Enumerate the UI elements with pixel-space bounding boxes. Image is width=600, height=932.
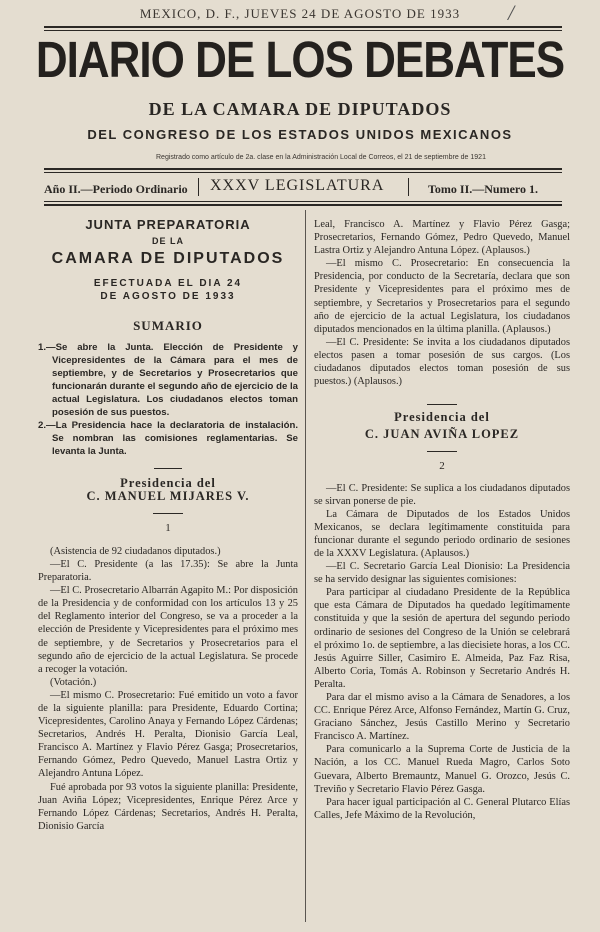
top-rule-thin [44, 30, 562, 31]
divider [427, 404, 457, 405]
paragraph: —El C. Secretario García Leal Dionisio: La Presidencia se ha servido designar las siguientes comisiones: [314, 561, 570, 586]
session-date: DE AGOSTO DE 1933 [100, 291, 236, 303]
paragraph: La Cámara de Diputados de los Estados Unidos Mexicanos, se declara legítimamente constituida para funcionar durante el segundo periodo ordinario de sesiones de la XXXV Legislatura. (Aplausos.) [314, 508, 570, 559]
left-column [38, 218, 298, 833]
edition-rule-bottom [44, 204, 562, 206]
registration-note: Registrado como artículo de 2a. clase en la Administración Local de Correos, el 21 de septiembre de 1921 [156, 154, 486, 161]
right-column [314, 218, 570, 822]
edition-rule-bottom-thin [44, 201, 562, 202]
column-divider [305, 210, 306, 922]
summary [38, 341, 298, 458]
section-title: CAMARA DE DIPUTADOS [51, 250, 285, 268]
paragraph: (Votación.) [50, 676, 97, 688]
edition-rule-top [44, 168, 562, 170]
section-title: DE LA [152, 236, 184, 247]
paragraph: Para comunicarlo a la Suprema Corte de Justicia de la Nación, a los CC. Manuel Rueda Magro, Carlos Soto Guevara, Alberto Bremauntz, Manuel G. Orozco, Jesús C. Treviño y Secretario Flavio Pérez Gasga. [314, 744, 570, 795]
paragraph: Para dar el mismo aviso a la Cámara de Senadores, a los CC. Enrique Pérez Arce, Alfonso Fernández, Martín G. Cruz, Graciano Sánchez, Jesús Castillo Merino y Secretario Francisco A. Martínez. [314, 692, 570, 743]
paragraph: —El mismo C. Prosecretario: En consecuencia la Presidencia, por conducto de la Secretaría, declara que son Presidente y Vicepresidentes para el próximo mes de septiembre, y Secretarios y Prosecretarios para el segundo año de ejercicio de la actual Legislatura, los ciudadanos diputados mencionados en la última planilla. (Aplausos.) [314, 258, 570, 335]
section-number: 1 [165, 521, 171, 534]
paragraph: Para hacer igual participación al C. General Plutarco Elías Calles, Jefe Máximo de la Revolución, [314, 796, 570, 821]
dateline: MEXICO, D. F., JUEVES 24 DE AGOSTO DE 1933 [139, 6, 461, 21]
edition-year-period: Año II.—Periodo Ordinario [44, 182, 188, 196]
handwritten-mark: / [508, 0, 515, 25]
paragraph: —El C. Prosecretario Albarrán Agapito M.: Por disposición de la Presidencia y de conformidad con los artículos 13 y 25 del Reglamento interior del Congreso, se va a proceder a la elección de Presidente y Vicepresidentes para el próximo mes de septiembre, y de Secretarios y Prosecretarios para el segundo año de ejercicio de la actual Legislatura. Se procede a recoger la votación. [38, 585, 298, 675]
session-date: EFECTUADA EL DIA 24 [93, 278, 243, 290]
presidency-name: C. MANUEL MIJARES V. [86, 488, 250, 503]
edition-tomo-numero: Tomo II.—Numero 1. [428, 182, 539, 196]
summary-item: 2.—La Presidencia hace la declaratoria de instalación. Se nombran las comisiones reglamentarias. Se levanta la Junta. [38, 419, 298, 457]
paragraph: Leal, Francisco A. Martínez y Flavio Pérez Gasga; Prosecretarios, Fernando Gómez, Pedro Quevedo, Manuel Lastra Ortiz y Alejandro Antuna López. (Aplausos.) [314, 219, 570, 257]
summary-item: 1.—Se abre la Junta. Elección de Presidente y Vicepresidentes de la Cámara para el mes de septiembre, y de Secretarios y Prosecretarios que funcionarán durante el segundo año de ejercicio de la actual Legislatura. Los ciudadanos electos toman posesión de sus puestos. [38, 341, 298, 418]
sumario-heading: SUMARIO [133, 318, 203, 334]
paragraph: —El mismo C. Prosecretario: Fué emitido un voto a favor de la siguiente planilla: para Presidente, Eduardo Cortina; Vicepresidentes, Carolino Anaya y Fernando López Cárdenas; Secretarios, Andrés H. Peralta, Dionisio García Leal, Francisco A. Martínez y Flavio Pérez Gasga; Prosecretarios, Fernando Gómez, Pedro Quevedo, Manuel Lastra Ortiz y Alejandro Antuna López. [38, 689, 298, 780]
edition-divider [408, 178, 409, 196]
subtitle-congreso: DEL CONGRESO DE LOS ESTADOS UNIDOS MEXICANOS [87, 127, 513, 142]
edition-legislature: XXXV LEGISLATURA [210, 177, 385, 194]
divider [153, 513, 183, 514]
presidency-title: Presidencia del [120, 475, 216, 490]
masthead: DIARIO DE LOS DEBATES [35, 32, 565, 89]
paragraph: —El C. Presidente: Se invita a los ciudadanos diputados electos pasen a tomar posesión de sus cargos. (Los ciudadanos diputados electos toman posesión de sus puestos.) (Aplausos.) [314, 336, 570, 388]
top-rule [44, 26, 562, 28]
divider [154, 468, 182, 469]
section-title: JUNTA PREPARATORIA [85, 217, 251, 232]
subtitle-camara: DE LA CAMARA DE DIPUTADOS [148, 99, 452, 119]
paragraph: —El C. Presidente (a las 17.35): Se abre la Junta Preparatoria. [38, 558, 298, 584]
presidency-name: C. JUAN AVIÑA LOPEZ [364, 427, 520, 442]
presidency-title: Presidencia del [394, 410, 490, 425]
divider [427, 451, 457, 452]
edition-rule-top-thin [44, 172, 562, 173]
paragraph: (Asistencia de 92 ciudadanos diputados.) [50, 545, 221, 557]
paragraph: Fué aprobada por 93 votos la siguiente planilla: Presidente, Juan Aviña López; Vicepresidentes, Enrique Pérez Arce y Fernando López Cárdenas; Secretarios, Andrés H. Peralta, Dionisio García [38, 781, 298, 832]
section-number: 2 [439, 460, 445, 473]
paragraph: —El C. Presidente: Se suplica a los ciudadanos diputados se sirvan ponerse de pie. [314, 482, 570, 507]
paragraph: Para participar al ciudadano Presidente de la República que esta Cámara de Diputados ha quedado legítimamente constituida y que la sesión de apertura del segundo periodo ordinario de sesiones del Congreso de la Unión se celebrará el próximo 1o. de septiembre, a las diecisiete horas, a los CC. Jesús Aguirre Siller, Casimiro E. Almeida, Paz Faz Risa, Alberto Coria, Tomás A. Robinson y Secretario Andrés H. Peralta. [314, 587, 570, 690]
edition-divider [198, 178, 199, 196]
